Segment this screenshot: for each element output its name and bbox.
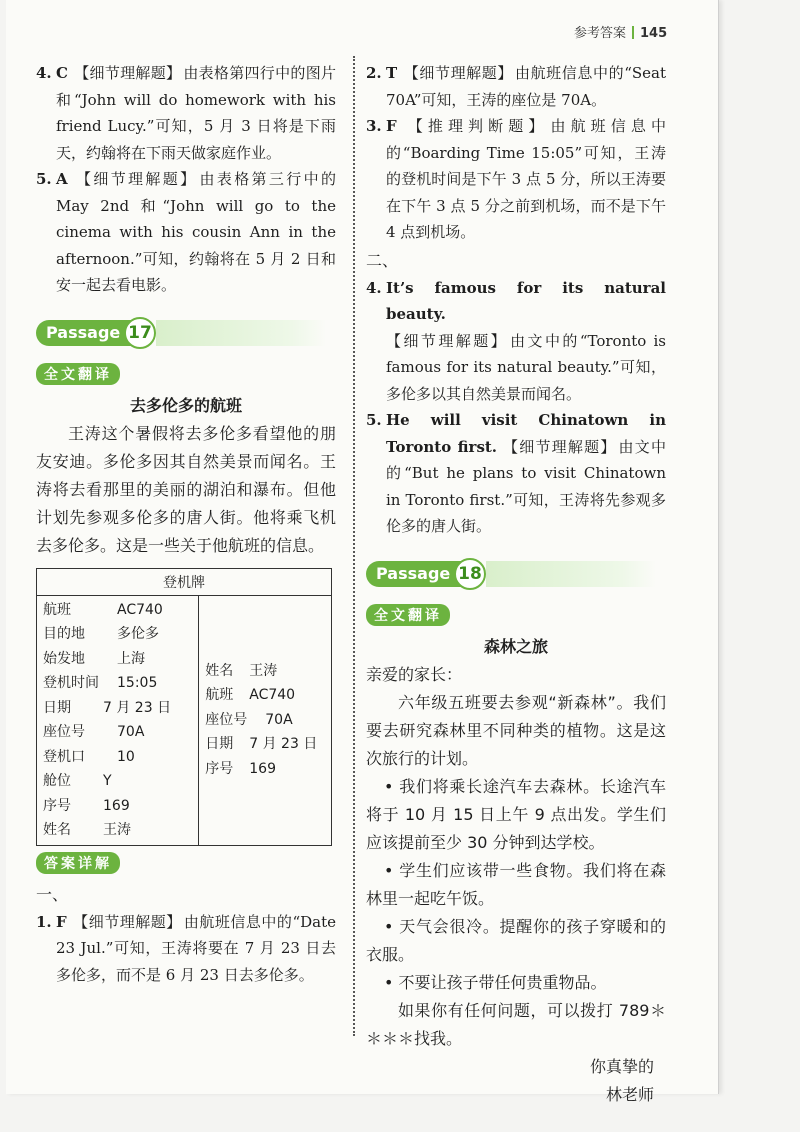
boarding-pass-header: 登机牌: [37, 568, 332, 595]
bp-value: 王涛: [249, 662, 278, 679]
passage-label: Passage: [366, 561, 464, 587]
bp-row: [43, 647, 192, 672]
bp-key: 序号: [205, 760, 234, 777]
answer-explanation: 由航班信息中的“Seat 70A”可知，王涛的座位是 70A。: [386, 64, 666, 109]
letter-intro: 六年级五班要去参观“新森林”。我们要去研究森林里不同种类的植物。这是这次旅行的计划。: [366, 692, 666, 768]
page: [6, 0, 719, 1104]
question-type: 【细节理解题】: [403, 64, 513, 82]
bp-key: 航班: [205, 687, 234, 704]
bp-value: 70A: [117, 724, 145, 740]
bp-row: [43, 794, 192, 819]
bp-key: 座位号: [43, 724, 85, 740]
letter-bullet: • 我们将乘长途汽车去森林。长途汽车将于 10 月 15 日上午 9 点出发。学生们应该提前至少 30 分钟到达学校。: [366, 776, 666, 852]
section-heading: 一、: [36, 884, 69, 904]
question-type: 【细节理解题】: [503, 437, 617, 456]
answer-explanation: 由航班信息中的“Date 23 Jul.”可知，王涛将要在 7 月 23 日去多伦多，而不是 6 月 23 日去多伦多。: [56, 912, 336, 984]
question-type: 【细节理解题】: [73, 64, 182, 82]
boarding-pass-table: [36, 568, 332, 846]
bp-key: 登机时间: [43, 675, 99, 691]
bp-row: [43, 769, 192, 794]
bp-row: [205, 659, 325, 684]
bp-row: [43, 818, 192, 843]
bp-key: 姓名: [43, 822, 71, 838]
question-type: 【细节理解题】: [386, 331, 509, 350]
letter-bullet: • 不要让孩子带任何贵重物品。: [384, 972, 607, 992]
question-type: 【细节理解题】: [73, 170, 198, 188]
bp-value: 上海: [117, 650, 145, 667]
answer-item: [36, 166, 336, 299]
page-header: [574, 22, 667, 41]
bp-key: 序号: [43, 797, 71, 814]
passage-banner-bar: [156, 320, 326, 346]
answer-explanation: 由文中的“Toronto is famous for its natural beauty.”可知，多伦多以其自然美景而闻名。: [386, 331, 666, 403]
bp-row: [43, 720, 192, 745]
explanation-label: 答案详解: [36, 852, 120, 874]
letter-bullet: • 天气会很冷。提醒你的孩子穿暖和的衣服。: [366, 916, 666, 964]
right-column: [366, 60, 666, 1109]
answer-number: 4.: [36, 64, 52, 82]
header-section: 参考答案: [574, 26, 627, 41]
bp-value: AC740: [117, 601, 163, 618]
bp-value: 10: [117, 748, 135, 765]
passage-paragraph: 王涛这个暑假将去多伦多看望他的朋友安迪。多伦多因其自然美景而闻名。王涛将去看那里的美丽的湖泊和瀑布。但他计划先参观多伦多的唐人街。他将乘飞机去多伦多。这是一些关于他航班的信息。: [36, 423, 336, 555]
answer-letter: A: [56, 170, 68, 188]
bp-row: [43, 598, 192, 623]
letter-closing: 如果你有任何问题，可以拨打 789＊＊＊＊找我。: [366, 1000, 666, 1048]
passage-number: 18: [454, 558, 486, 590]
answer-letter: C: [56, 64, 68, 82]
bp-value: 7 月 23 日: [249, 736, 318, 753]
answer-item: [366, 407, 666, 540]
answer-explanation: 由表格第四行中的图片和“John will do homework with his friend Lucy.”可知，5 月 3 日将是下雨天，约翰将在下雨天做家庭作业。: [56, 64, 336, 162]
passage-label: Passage: [36, 320, 134, 346]
bp-key: 舱位: [43, 773, 71, 789]
answer-sentence: He will visit Chinatown in Toronto first.: [386, 411, 666, 456]
bp-key: 目的地: [43, 626, 85, 642]
answer-item: [36, 60, 336, 166]
answer-letter: F: [386, 117, 397, 135]
answer-letter: F: [56, 912, 67, 931]
answer-number: 5.: [36, 170, 52, 188]
bp-row: [205, 683, 325, 708]
left-column: [36, 60, 336, 988]
bp-row: [43, 696, 192, 721]
bp-key: 始发地: [43, 650, 85, 667]
answer-explanation: 由文中的“But he plans to visit Chinatown in Toronto first.”可知，王涛将先参观多伦多的唐人街。: [386, 437, 666, 535]
boarding-pass-left: [37, 595, 199, 845]
bp-key: 日期: [43, 699, 71, 716]
bp-value: 169: [249, 760, 276, 777]
page-number: 145: [640, 26, 668, 41]
bp-value: 169: [103, 797, 130, 814]
bp-row: [43, 671, 192, 696]
letter-signature: 林老师: [605, 1084, 654, 1104]
answer-sentence: It’s famous for its natural beauty.: [386, 278, 666, 323]
passage-banner: [36, 317, 336, 351]
bp-value: Y: [103, 773, 112, 789]
answer-explanation: 由表格第三行中的 May 2nd 和“John will go to the cinema with his cousin Ann in the afternoon.”可知，约翰将在 5 月 2 日和安一起去看电影。: [56, 170, 336, 294]
question-type: 【细节理解题】: [72, 912, 182, 931]
header-separator: [632, 26, 634, 39]
translation-label: 全文翻译: [36, 363, 120, 385]
bp-key: 姓名: [205, 662, 234, 679]
answer-item: [366, 275, 666, 408]
bp-key: 航班: [43, 601, 71, 618]
bp-value: 7 月 23 日: [103, 699, 172, 716]
answer-item: [366, 60, 666, 113]
bp-row: [205, 732, 325, 757]
bp-value: 王涛: [103, 822, 131, 838]
bp-row: [205, 757, 325, 782]
bp-value: AC740: [249, 687, 296, 704]
translation-label: 全文翻译: [366, 604, 450, 626]
boarding-pass-right: [199, 595, 332, 845]
passage-number: 17: [124, 317, 156, 349]
answer-letter: T: [386, 64, 398, 82]
bp-key: 座位号: [205, 711, 248, 728]
answer-item: [366, 113, 666, 246]
letter-greeting: 亲爱的家长：: [366, 664, 463, 684]
letter-signoff: 你真挚的: [589, 1056, 654, 1076]
passage-title: 森林之旅: [483, 636, 548, 656]
section-heading: 二、: [366, 250, 399, 270]
bp-key: 登机口: [43, 748, 85, 765]
answer-number: 4.: [366, 278, 382, 297]
answer-explanation: 由航班信息中的“Boarding Time 15:05”可知，王涛的登机时间是下午 3 点 5 分，所以王涛要在下午 3 点 5 分之前到机场，而不是下午 4 点到机场。: [386, 117, 666, 241]
column-divider: [353, 56, 355, 1036]
letter-bullet: • 学生们应该带一些食物。我们将在森林里一起吃午饭。: [366, 860, 666, 908]
answer-item: [36, 909, 336, 989]
bp-row: [43, 745, 192, 770]
bp-key: 日期: [205, 736, 234, 753]
bp-row: [205, 708, 325, 733]
passage-banner-bar: [486, 561, 656, 587]
answer-number: 3.: [366, 117, 382, 135]
answer-number: 5.: [366, 411, 382, 429]
bp-row: [43, 622, 192, 647]
question-type: 【推理判断题】: [402, 117, 549, 135]
bp-value: 多伦多: [117, 626, 159, 642]
passage-banner: [366, 558, 666, 592]
bp-value: 15:05: [117, 675, 158, 691]
bp-value: 70A: [265, 711, 293, 728]
passage-title: 去多伦多的航班: [129, 395, 242, 415]
answer-number: 2.: [366, 64, 382, 82]
answer-number: 1.: [36, 912, 52, 931]
